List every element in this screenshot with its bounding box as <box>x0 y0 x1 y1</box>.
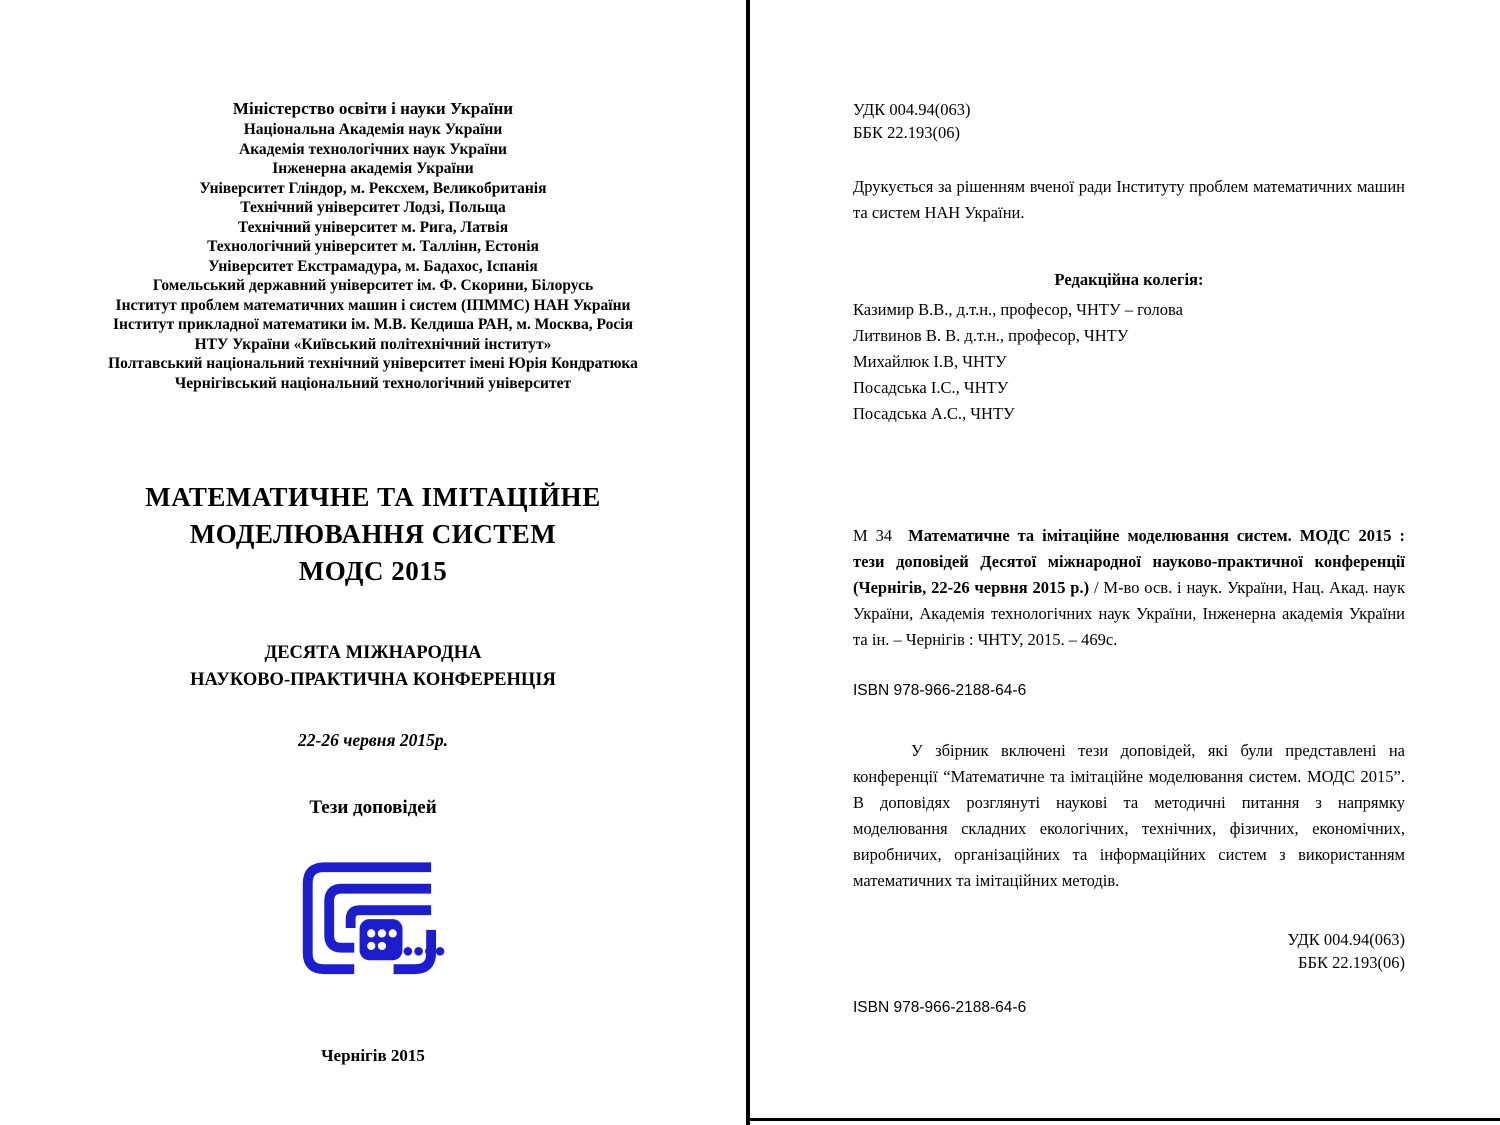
udk-code: УДК 004.94(063) <box>853 100 971 119</box>
institution-line: Технічний університет м. Рига, Латвія <box>237 218 509 236</box>
editor-line: Казимир В.В., д.т.н., професор, ЧНТУ – голова <box>853 300 1183 319</box>
catalog-code: М 34 <box>853 526 893 545</box>
city-year: Чернігів 2015 <box>321 1046 425 1065</box>
subtitle-line-2: НАУКОВО-ПРАКТИЧНА КОНФЕРЕНЦІЯ <box>190 670 556 690</box>
mods-conference-logo <box>0 845 746 1000</box>
institution-line: Інститут прикладної математики ім. М.В. Келдиша РАН, м. Москва, Росія <box>113 316 633 333</box>
ministry-line: Міністерство освіти і науки України <box>232 99 514 118</box>
bbk-code: ББК 22.193(06) <box>853 123 960 142</box>
title-line-2: МОДЕЛЮВАННЯ СИСТЕМ <box>189 519 557 549</box>
isbn-number: ISBN 978-966-2188-64-6 <box>853 682 1027 699</box>
conference-dates: 22-26 червня 2015р. <box>298 730 448 750</box>
classification-codes-top <box>853 98 1405 144</box>
institution-line: Полтавський національний технічний університет імені Юрія Кондратюка <box>108 355 638 372</box>
institution-line: Технічний університет Лодзі, Польща <box>240 199 506 216</box>
title-line-1: МАТЕМАТИЧНЕ ТА ІМІТАЦІЙНЕ <box>145 482 601 512</box>
imprint-page <box>750 0 1500 1125</box>
subtitle-line-1: ДЕСЯТА МІЖНАРОДНА <box>264 643 482 663</box>
editorial-board-heading: Редакційна колегія: <box>1054 270 1204 289</box>
print-approval-note: Друкується за рішенням вченої ради Інституту проблем математичних машин та систем НАН України. <box>853 177 1405 222</box>
conference-subtitle <box>0 640 746 694</box>
theses-label: Тези доповідей <box>309 797 437 818</box>
isbn-number-bottom: ISBN 978-966-2188-64-6 <box>853 999 1027 1016</box>
catalog-entry-rest: / М-во осв. і наук. України, Нац. Акад. наук України, Академія технологічних наук України, Інженерна академія України та ін. – Чернігів : ЧНТУ, 2015. – 469с. <box>853 578 1406 649</box>
editor-line: Литвинов В. В. д.т.н., професор, ЧНТУ <box>853 326 1129 345</box>
title-page <box>0 0 746 1125</box>
editor-line: Михайлюк І.В, ЧНТУ <box>853 352 1007 371</box>
institution-line: Інститут проблем математичних машин і систем (ІПММС) НАН України <box>115 296 631 314</box>
editorial-board-list <box>853 297 1405 427</box>
editor-line: Посадська А.С., ЧНТУ <box>853 404 1015 423</box>
udk-code-bottom: УДК 004.94(063) <box>1287 930 1405 949</box>
institution-line: Технологічний університет м. Таллінн, Естонія <box>207 238 539 255</box>
logo-graphic <box>297 845 449 995</box>
catalog-entry-bold: Математичне та імітаційне моделювання систем. МОДС 2015 : тези доповідей Десятої міжнародної науково-практичної конференції (Чернігів, 22-26 червня 2015 р.) <box>853 526 1405 597</box>
institution-line: Університет Гліндор, м. Рексхем, Великобританія <box>199 179 547 197</box>
institution-line: НТУ України «Київський політехнічний інститут» <box>194 335 552 353</box>
institution-line: Національна Академія наук України <box>243 121 503 138</box>
abstract-paragraph: У збірник включені тези доповідей, які були представлені на конференції “Математичне та імітаційне моделювання систем. МОДС 2015”. В доповідях розглянуті наукові та методичні питання з напрямку моделювання складних екологічних, технічних, фізичних, економічних, виробничих, організаційних та інформаційних систем з використанням математичних та імітаційних методів. <box>853 741 1405 890</box>
institution-line: Чернігівський національний технологічний університет <box>174 374 572 392</box>
institution-line: Академія технологічних наук України <box>239 140 507 158</box>
editor-line: Посадська І.С., ЧНТУ <box>853 378 1009 397</box>
bottom-rule <box>750 1118 1500 1121</box>
conference-title <box>0 479 746 590</box>
institutions-list <box>0 120 746 393</box>
bbk-code-bottom: ББК 22.193(06) <box>1298 953 1405 972</box>
institution-line: Інженерна академія України <box>272 160 474 177</box>
title-line-3: МОДС 2015 <box>298 556 448 586</box>
institution-line: Гомельський державний університет ім. Ф. Скорини, Білорусь <box>152 277 594 294</box>
institution-line: Університет Екстрамадура, м. Бадахос, Іспанія <box>208 257 538 275</box>
catalog-entry <box>853 523 1405 653</box>
classification-codes-bottom <box>853 928 1405 974</box>
